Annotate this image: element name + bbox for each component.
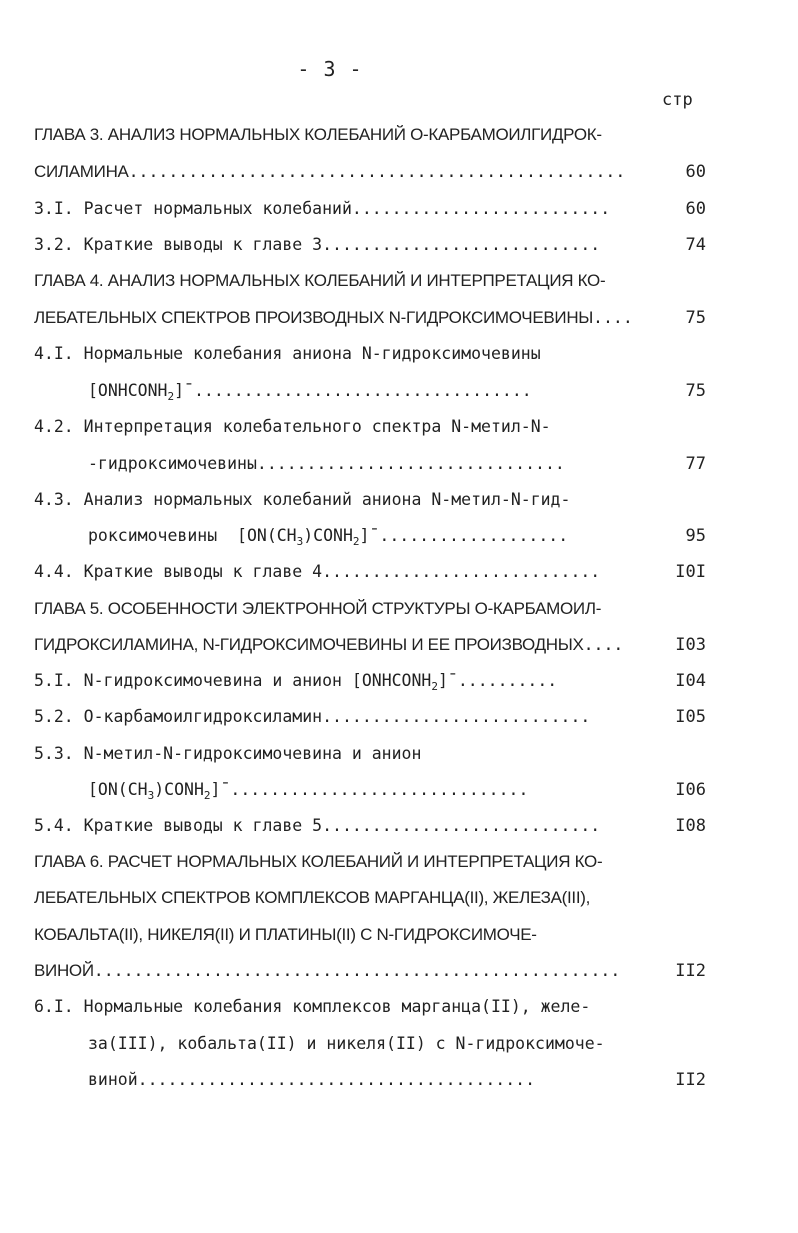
toc-chapter-4-page: 75 [685, 308, 706, 328]
toc-chapter-6-line-3: КОБАЛЬТА(II), НИКЕЛЯ(II) И ПЛАТИНЫ(II) С N-ГИДРОКСИМОЧЕ- [34, 925, 537, 944]
toc-chapter-6-line-1: ГЛАВА 6. РАСЧЕТ НОРМАЛЬНЫХ КОЛЕБАНИЙ И ИНТЕРПРЕТАЦИЯ КО- [34, 852, 603, 871]
formula: $[ON(CH_3)CONH_2]¯$ [237, 526, 380, 548]
toc-section-6-1-line-2: за(III), кобальта(II) и никеля(II) с N-гидроксимоче- [88, 1034, 605, 1053]
toc-section-4-2-line-2: -гидроксимочевины............................... [88, 454, 565, 473]
toc-section-4-2-line-1: 4.2. Интерпретация колебательного спектра N-метил-N- [34, 417, 551, 436]
toc-section-5-1: 5.I. N-гидроксимочевина и анион $[ONHCONH_2]¯$.......... [34, 671, 558, 693]
toc-chapter-6-page: II2 [675, 961, 706, 981]
toc-section-3-2: 3.2. Краткие выводы к главе 3............................ [34, 235, 601, 254]
toc-section-3-1: 3.I. Расчет нормальных колебаний.......................... [34, 199, 611, 218]
page-number: - 3 - [297, 57, 363, 81]
toc-section-6-1-line-1: 6.I. Нормальные колебания комплексов марганца(II), желе- [34, 997, 591, 1016]
toc-section-5-3-page: I06 [675, 780, 706, 800]
toc-section-5-4: 5.4. Краткие выводы к главе 5............................ [34, 816, 601, 835]
toc-section-5-3-line-2: $[ON(CH_3)CONH_2]¯$.............................. [88, 780, 529, 802]
toc-section-5-2: 5.2. О-карбамоилгидроксиламин........................... [34, 707, 591, 726]
toc-section-4-3-page: 95 [685, 526, 706, 546]
page-column-label: стр [662, 90, 693, 110]
formula: $[ON(CH_3)CONH_2]¯$ [88, 780, 231, 802]
toc-chapter-4-line-2: ЛЕБАТЕЛЬНЫХ СПЕКТРОВ ПРОИЗВОДНЫХ N-ГИДРОКСИМОЧЕВИНЫ.... [34, 308, 633, 327]
toc-section-4-1-page: 75 [685, 381, 706, 401]
toc-chapter-5-page: I03 [675, 635, 706, 655]
toc-section-4-3-line-2: роксимочевины $[ON(CH_3)CONH_2]¯$................... [88, 526, 569, 548]
toc-section-4-3-line-1: 4.3. Анализ нормальных колебаний аниона N-метил-N-гид- [34, 490, 571, 509]
toc-section-5-1-page: I04 [675, 671, 706, 691]
toc-chapter-6-line-4: ВИНОЙ..................................................... [34, 961, 621, 980]
toc-section-3-2-page: 74 [685, 235, 706, 255]
toc-chapter-4-line-1: ГЛАВА 4. АНАЛИЗ НОРМАЛЬНЫХ КОЛЕБАНИЙ И ИНТЕРПРЕТАЦИЯ КО- [34, 271, 606, 290]
toc-chapter-6-line-2: ЛЕБАТЕЛЬНЫХ СПЕКТРОВ КОМПЛЕКСОВ МАРГАНЦА(II), ЖЕЛЕЗА(III), [34, 888, 591, 907]
toc-section-4-4-page: I0I [675, 562, 706, 582]
toc-section-6-1-line-3: виной........................................ [88, 1070, 536, 1089]
toc-section-5-2-page: I05 [675, 707, 706, 727]
toc-chapter-3-page: 60 [685, 162, 706, 182]
toc-chapter-3-line-2: СИЛАМИНА.................................................. [34, 162, 626, 181]
formula: $[ONHCONH_2]¯$ [88, 381, 194, 403]
toc-section-3-1-page: 60 [685, 199, 706, 219]
toc-section-5-3-line-1: 5.3. N-метил-N-гидроксимочевина и анион [34, 744, 422, 763]
toc-section-4-4: 4.4. Краткие выводы к главе 4............................ [34, 562, 601, 581]
toc-chapter-3-line-1: ГЛАВА 3. АНАЛИЗ НОРМАЛЬНЫХ КОЛЕБАНИЙ О-КАРБАМОИЛГИДРОК- [34, 125, 602, 144]
toc-section-6-1-page: II2 [675, 1070, 706, 1090]
toc-section-4-1-line-2: $[ONHCONH_2]¯$.................................. [88, 381, 532, 403]
toc-section-5-4-page: I08 [675, 816, 706, 836]
toc-chapter-5-line-1: ГЛАВА 5. ОСОБЕННОСТИ ЭЛЕКТРОННОЙ СТРУКТУРЫ О-КАРБАМОИЛ- [34, 599, 602, 618]
formula: $[ONHCONH_2]¯$ [351, 671, 458, 693]
toc-chapter-5-line-2: ГИДРОКСИЛАМИНА, N-ГИДРОКСИМОЧЕВИНЫ И ЕЕ ПРОИЗВОДНЫХ.... [34, 635, 624, 654]
toc-section-4-1-line-1: 4.I. Нормальные колебания аниона N-гидроксимочевины [34, 344, 541, 363]
toc-section-4-2-page: 77 [685, 454, 706, 474]
